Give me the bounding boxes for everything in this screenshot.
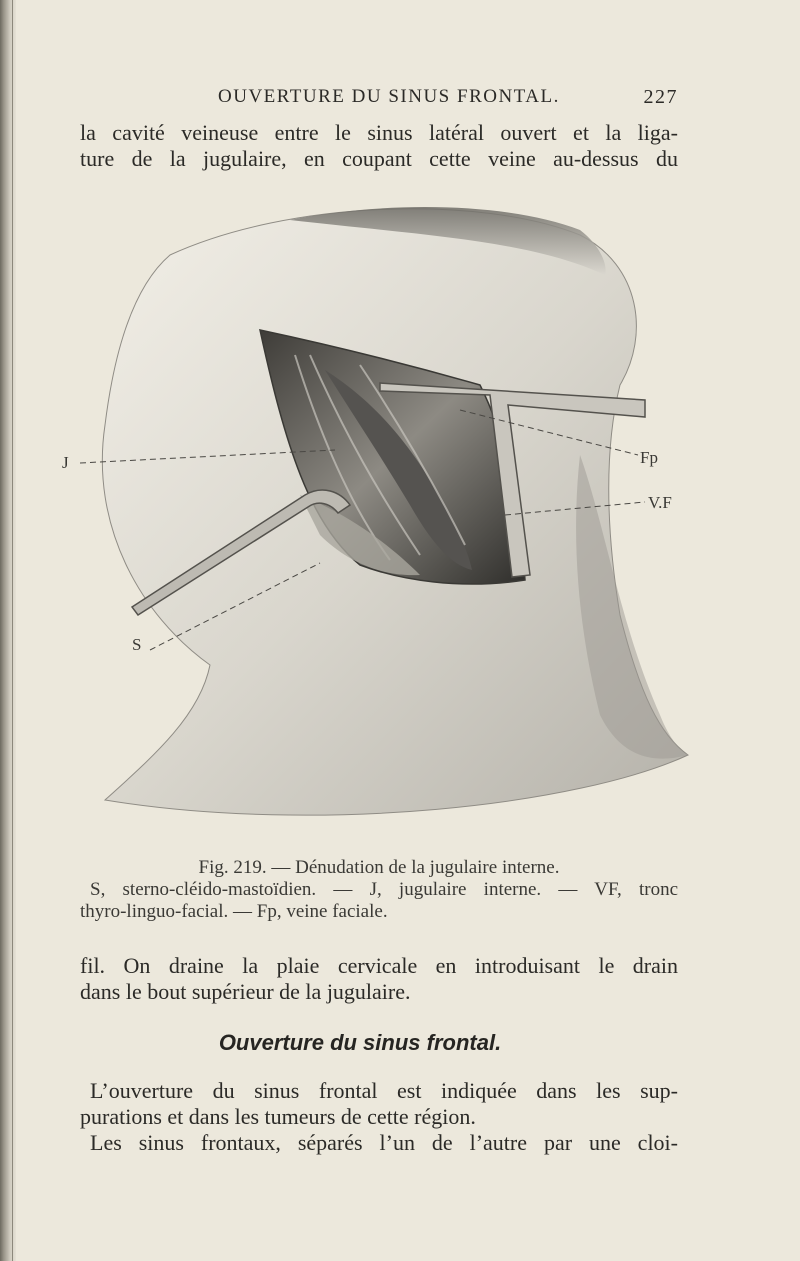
- neck-dissection-illustration: [60, 195, 700, 845]
- section-heading: Ouverture du sinus frontal.: [218, 1030, 502, 1055]
- bottom-paragraph: [80, 1078, 678, 1156]
- figure-label-vf: V.F: [648, 493, 672, 512]
- figure-label-fp: Fp: [640, 448, 658, 467]
- text-line: dans le bout supérieur de la jugulaire.: [80, 979, 411, 1004]
- text-line: la cavité veineuse entre le sinus latéral ouvert et la liga-: [80, 120, 678, 145]
- page-edge: [12, 0, 13, 1261]
- text-line: fil. On draine la plaie cervicale en introduisant le drain: [80, 953, 678, 978]
- text-line: ture de la jugulaire, en coupant cette veine au-dessus du: [80, 146, 678, 171]
- caption-legend-line: thyro-linguo-facial. — Fp, veine faciale.: [80, 901, 388, 922]
- figure-caption: [80, 857, 678, 923]
- figure-label-s: S: [132, 635, 142, 654]
- caption-title: Fig. 219. — Dénudation de la jugulaire interne.: [198, 857, 560, 878]
- book-gutter: [0, 0, 16, 1261]
- page-number: 227: [643, 86, 678, 108]
- top-paragraph: [80, 120, 678, 172]
- figure-label-j: J: [62, 453, 69, 472]
- text-line: L’ouverture du sinus frontal est indiquée dans les sup-: [90, 1078, 678, 1103]
- running-head: [68, 86, 678, 112]
- running-title: OUVERTURE DU SINUS FRONTAL.: [218, 86, 560, 107]
- text-line: purations et dans les tumeurs de cette région.: [80, 1104, 476, 1129]
- middle-paragraph: [80, 953, 678, 1005]
- caption-legend-line: S, sterno-cléido-mastoïdien. — J, jugulaire interne. — VF, tronc: [90, 879, 678, 900]
- text-line: Les sinus frontaux, séparés l’un de l’autre par une cloi-: [90, 1130, 678, 1155]
